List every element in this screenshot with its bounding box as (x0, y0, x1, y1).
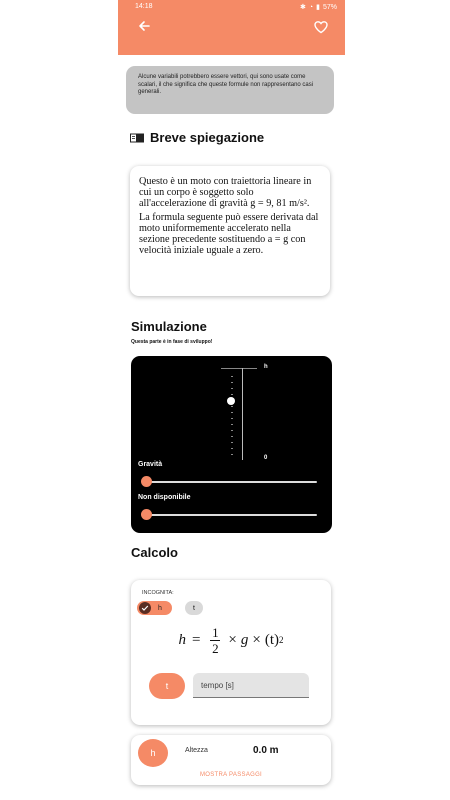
ground-label: 0 (264, 455, 268, 461)
result-card (131, 735, 331, 785)
heart-outline-icon[interactable] (313, 19, 329, 35)
formula-equals: = (191, 631, 201, 648)
h-result-button[interactable]: h (138, 739, 168, 767)
disabled-slider-label: Non disponibile (138, 494, 191, 501)
formula-times-2: × (252, 631, 261, 648)
explanation-paragraph-2: La formula seguente può essere derivata dal moto uniformemente accelerato nella sezione precedente sostituendo a = g con velocità iniziale uguale a zero. (139, 211, 319, 257)
unknown-label: INCOGNITA: (142, 590, 174, 596)
app-bar (118, 0, 345, 55)
battery-percent: 57% (322, 3, 337, 11)
formula-g: g (240, 631, 249, 648)
height-scale (242, 368, 243, 460)
chip-unknown-h[interactable] (137, 601, 172, 615)
calc-card (131, 580, 331, 725)
explanation-card (130, 166, 330, 296)
tempo-input[interactable]: tempo [s] (193, 673, 309, 698)
gravity-slider-track[interactable] (146, 481, 317, 483)
show-steps-button[interactable]: MOSTRA PASSAGGI (199, 772, 263, 778)
status-right (300, 3, 337, 11)
explanation-header (130, 130, 264, 145)
calc-title: Calcolo (131, 545, 178, 560)
explanation-title: Breve spiegazione (150, 130, 265, 145)
formula-exponent: 2 (279, 635, 284, 645)
battery-icon: ▮ (316, 4, 320, 11)
check-icon (139, 602, 151, 614)
formula-lhs: h (178, 631, 186, 648)
scale-ticks (231, 376, 233, 456)
simulation-subtitle: Questa parte è in fase di sviluppo! (131, 339, 213, 345)
gravity-slider-thumb[interactable] (141, 476, 152, 487)
explanation-paragraph-1: Questo è un moto con traiettoria lineare in cui un corpo è soggetto solo all'accelerazione di gravità g = 9, 81 m/s². (139, 176, 312, 210)
falling-ball (227, 397, 235, 405)
vector-warning-note: Alcune variabili potrebbero essere vettori, qui sono usate come scalari, il che significa che queste formule non rappresentano casi generali. (126, 66, 334, 114)
simulation-panel (131, 356, 332, 533)
t-variable-button[interactable]: t (149, 673, 185, 699)
arrow-back-icon[interactable] (136, 18, 152, 34)
fraction-numerator: 1 (212, 624, 219, 640)
result-value: 0.0 m (253, 745, 279, 756)
formula-t-term: (t) (264, 631, 280, 648)
formula-times-1: × (228, 631, 237, 648)
gravity-slider-label: Gravità (138, 461, 163, 468)
simulation-title: Simulazione (131, 319, 207, 334)
fraction-denominator: 2 (212, 640, 219, 656)
height-label: h (264, 364, 268, 370)
scale-top-line (221, 368, 257, 369)
result-label: Altezza (185, 747, 208, 754)
book-icon (130, 133, 144, 143)
chip-unknown-t[interactable]: t (185, 601, 203, 615)
formula (131, 620, 331, 660)
wifi-icon: ◔ (308, 3, 314, 11)
bluetooth-icon: ✱ (300, 4, 306, 11)
formula-fraction (210, 626, 220, 655)
phone-screen (118, 0, 345, 800)
status-time: 14:18 (135, 3, 153, 10)
disabled-slider-track[interactable] (146, 514, 317, 516)
chip-h-label: h (158, 604, 162, 612)
disabled-slider-thumb[interactable] (141, 509, 152, 520)
status-bar (118, 0, 345, 14)
